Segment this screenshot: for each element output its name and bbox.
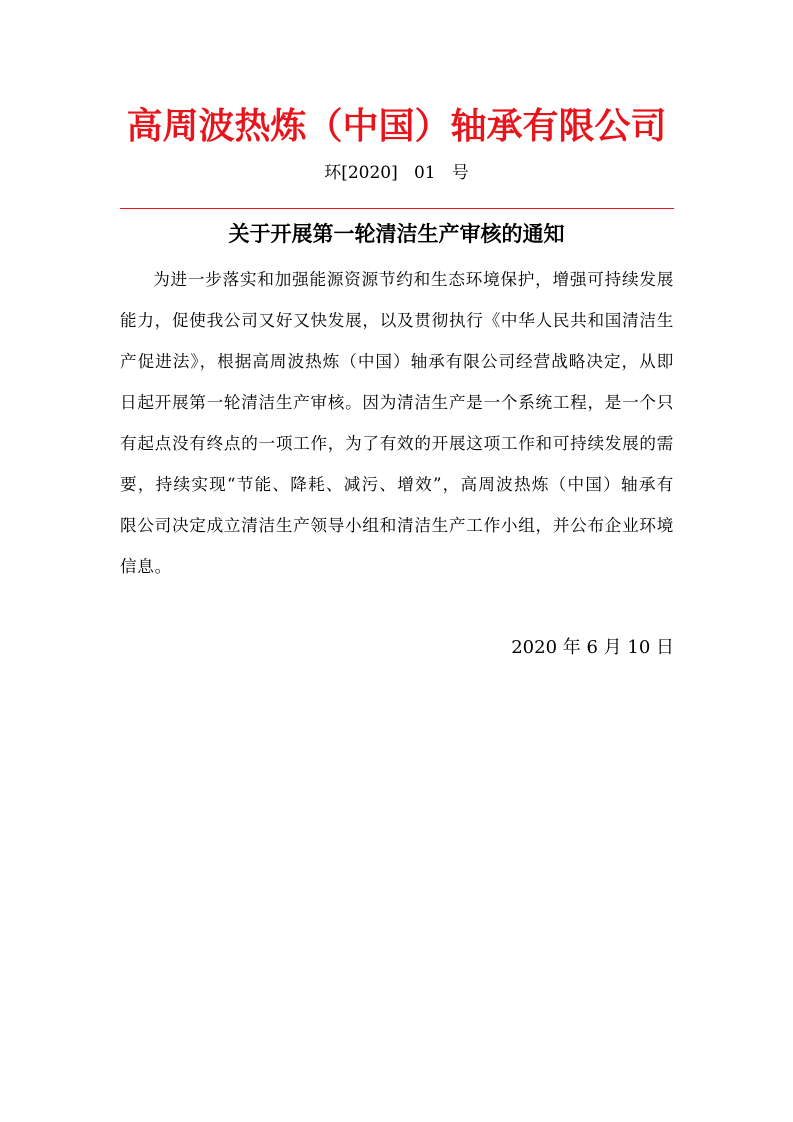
notice-body: 为进一步落实和加强能源资源节约和生态环境保护，增强可持续发展能力，促使我公司又好又快发展，以及贯彻执行《中华人民共和国清洁生产促进法》，根据高周波热炼（中国）轴承有限公司经营战略决定，从即日起开展第一轮清洁生产审核。因为清洁生产是一个系统工程，是一个只有起点没有终点的一项工作，为了有效的开展这项工作和可持续发展的需要，持续实现“节能、降耗、减污、增效”，高周波热炼（中国）轴承有限公司决定成立清洁生产领导小组和清洁生产工作小组，并公布企业环境信息。 [120,270,674,576]
issue-date: 2020 年 6 月 10 日 [511,637,674,658]
notice-title: 关于开展第一轮清洁生产审核的通知 [228,221,565,246]
header-divider [120,208,674,209]
company-title: 高周波热炼（中国）轴承有限公司 [126,106,667,147]
document-number: 环[2020] 01 号 [324,163,469,183]
